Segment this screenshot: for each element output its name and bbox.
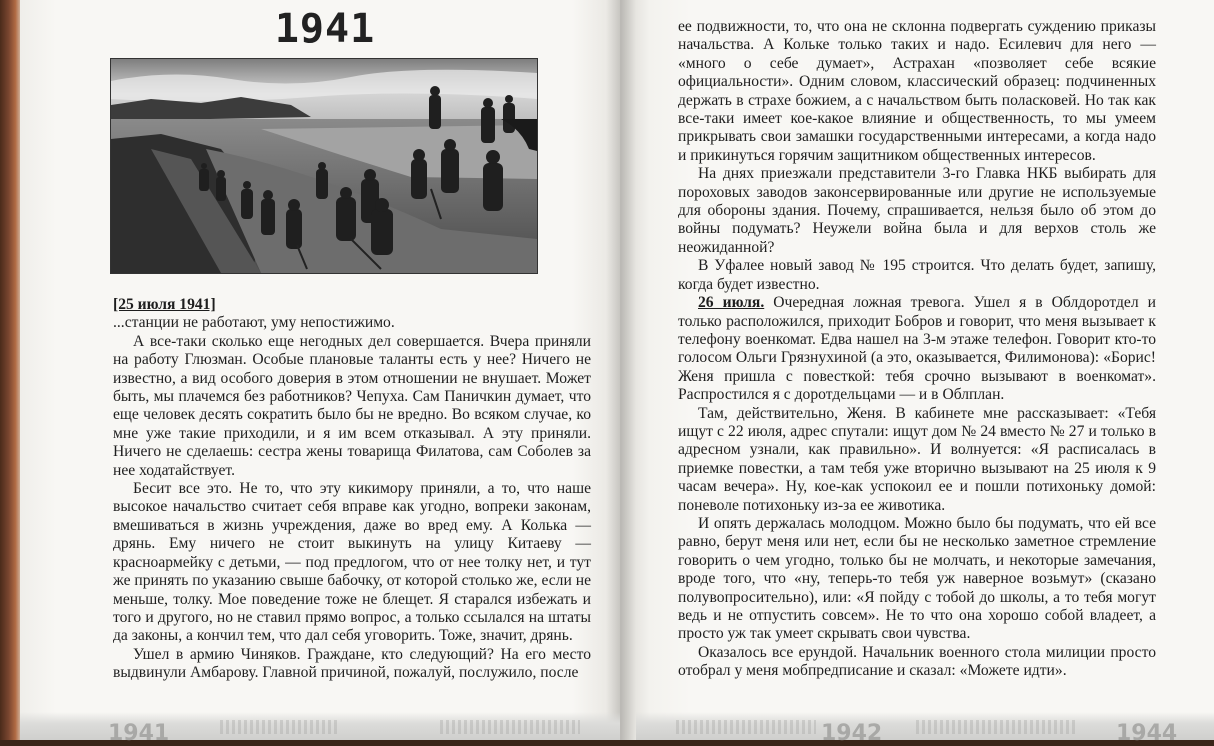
footer-decoration — [916, 720, 1076, 734]
right-footer-strip — [636, 712, 1214, 746]
paragraph: Ушел в армию Чиняков. Граждане, кто следующий? На его место выдвинули Амбарову. Главной причиной, пожалуй, послужило, после — [113, 645, 591, 682]
paragraph-text: Очередная ложная тревога. Ушел я в Облдоротдел и только расположился, приходит Бобров и говорит, что меня вызывает к телефону военкомат. Едва нашел на 3-м этаже телефон. Говорит кто-то голосом Ольги Грязнухиной (а это, оказывается, Филимонова): «Борис! Женя пришла с повесткой: тебя срочно вызывают в военкомат». Распростился я с доротдельцами — и в Облплан. — [678, 294, 1156, 404]
left-page — [20, 0, 620, 740]
footer-decoration — [220, 720, 340, 734]
paragraph: Там, действительно, Женя. В кабинете мне рассказывает: «Тебя ищут с 22 июля, адрес спутали: ищут дом № 24 вместо № 27 и только в адресном узнали, как правильно». И волнуется: «Я расписалась в приемке повестки, а там тебя уже вторично вызывают на 25 июля к 9 часам вечера». Ну, кое-как успокоил ее и пошли потихоньку домой: поневоле потихоньку из-за ее животика. — [678, 404, 1156, 514]
paragraph: ее подвижности, то, что она не склонна подвергать суждению приказы начальства. А Кольке только таких и надо. Есилевич для него — «много о себе думает», Астрахан «позволяет себе всякие официальности». Одним словом, классический образец: подчиненных держать в страхе божием, а с начальством быть поласковей. Но так как все-таки имеет кое-какое влияние и общественность, то мы умеем прикрывать свои замашки государственными интересами, а когда надо и прикинуться горячим защитником общественных интересов. — [678, 18, 1156, 164]
paragraph: Бесит все это. Не то, что эту кикимору приняли, а то, что наше высокое начальство считает себя вправе как угодно, вопреки законам, вмешиваться в жизнь учреждения, даже во вред ему. А Колька — дрянь. Ему ничего не стоит выкинуть на улицу Китаеву — красноармейку с детьми, — под предлогом, что от нее толку нет, и тут же принять по указанию свыше бабочку, от которой столько же, если не меньше, толку. Мое поведение тоже не блещет. Я старался избежать и того и другого, но не ставил прямо вопрос, а только ссылался на штаты да законы, а кончил тем, что дал себя уговорить. Тоже, значит, дрянь. — [113, 480, 591, 645]
paragraph: На днях приезжали представители 3-го Главка НКБ выбирать для пороховых заводов законсервированные или другие не используемые для обороны здания. Почему, спрашивается, нельзя было об этом до войны подумать? Неужели война была и для верхов столь же неожиданной? — [678, 165, 1156, 256]
footer-decoration — [440, 720, 580, 734]
right-page-text — [678, 18, 1156, 681]
footer-year: 1944 — [1116, 721, 1178, 746]
left-footer-strip — [20, 712, 620, 746]
entry-date: [25 июля 1941] — [113, 296, 216, 313]
book-edge — [0, 0, 22, 740]
year-heading: 1941 — [274, 6, 376, 52]
entry-date: 26 июля. — [698, 294, 765, 312]
paragraph: ...станции не работают, уму непостижимо. — [113, 314, 395, 332]
paragraph: В Уфалее новый завод № 195 строится. Что делать будет, запишу, когда будет известно. — [678, 257, 1156, 293]
paragraph: А все-таки сколько еще негодных дел совершается. Вчера приняли на работу Глюзман. Особые плановые таланты есть у нее? Ничего не известно, а вид особого доверия в этом отношении не внушает. Может быть, мы плачемся без работников? Чепуха. Сам Паничкин думает, что еще человек десять сократить было бы не вредно. Во всяком случае, ко мне уже такие приходили, и я им всем отказывал. А эту приняли. Ничего не сделаешь: сестра жены товарища Филатова, сам Соболев за нее ходатайствует. — [113, 332, 591, 479]
left-page-text — [113, 296, 591, 683]
wartime-trench-digging-photo — [110, 58, 538, 274]
footer-year: 1942 — [821, 721, 883, 746]
footer-decoration — [676, 720, 816, 734]
paragraph: И опять держалась молодцом. Можно было бы подумать, что ей все равно, берут меня или нет, если бы не несколько заметное стремление говорить о чем угодно, только бы не молчать, и некоторые замечания, вроде того, что «ну, теперь-то тебя уж наверное возьмут» (сказано полувопросительно), или: «Я пойду с тобой до школы, а то тебя могут ведь и не отпустить совсем». Не то что она хорошо собой владеет, а просто уж так умеет скрывать свои чувства. — [678, 514, 1156, 643]
right-page — [620, 0, 1214, 740]
footer-year: 1941 — [108, 721, 170, 746]
paragraph: Оказалось все ерундой. Начальник военного стола милиции просто отобрал у меня мобпредписание и сказал: «Можете идти». — [678, 643, 1156, 680]
book-gutter — [606, 0, 636, 740]
